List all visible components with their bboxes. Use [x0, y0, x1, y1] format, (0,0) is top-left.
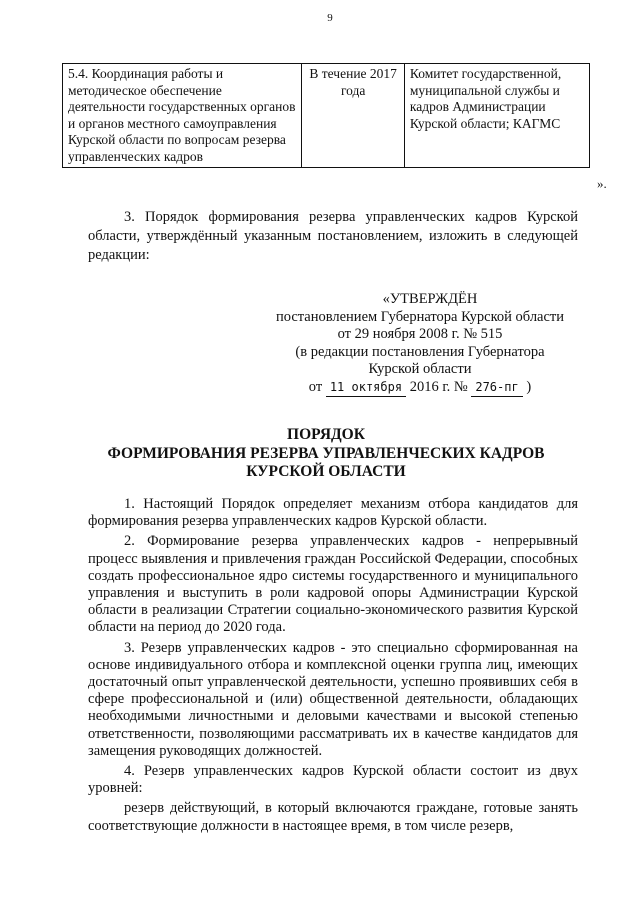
table-cell-deadline: В течение 2017 года: [302, 64, 404, 168]
number-field: 276-пг: [471, 379, 522, 398]
title-line-1: ПОРЯДОК: [287, 426, 365, 443]
date-prefix: от: [308, 378, 323, 395]
date-field: 11 октября: [326, 379, 406, 398]
document-body: [88, 496, 578, 838]
document-title: [62, 426, 590, 482]
table-cell-item: 5.4. Координация работы и методическое обеспечение деятельности государственных органов и органов местного самоуправления Курской области по вопросам резерва управленческих кадров: [63, 64, 302, 168]
title-line-2: ФОРМИРОВАНИЯ РЕЗЕРВА УПРАВЛЕНЧЕСКИХ КАДРОВ: [107, 444, 545, 462]
approval-line-approved: «УТВЕРЖДЁН: [382, 291, 478, 307]
table-closing-quote: ».: [597, 176, 607, 191]
closing-paren: ): [526, 378, 532, 395]
title-line-3: КУРСКОЙ ОБЛАСТИ: [246, 463, 406, 480]
plan-table: [62, 63, 590, 168]
approval-line-region: Курской области: [368, 361, 472, 377]
amendment-paragraph: 3. Порядок формирования резерва управленческих кадров Курской области, утверждённый указанным постановлением, изложить в следующей редакции:: [88, 209, 578, 263]
paragraph-4: 4. Резерв управленческих кадров Курской области состоит из двух уровней:: [88, 763, 578, 797]
paragraph-1: 1. Настоящий Порядок определяет механизм отбора кандидатов для формирования резерва управленческих кадров Курской области.: [88, 496, 578, 530]
paragraph-5: резерв действующий, в который включаются граждане, готовые занять соответствующие должности в настоящее время, в том числе резерв,: [88, 800, 578, 834]
table-cell-responsible: Комитет государственной, муниципальной службы и кадров Администрации Курской области; КАГМС: [404, 64, 589, 168]
paragraph-2: 2. Формирование резерва управленческих кадров - непрерывный процесс выявления и привлечения граждан Российской Федерации, способных создать профессиональное ядро системы государственного и муниципального управления и выступить в роли кадровой опоры Администрации Курской области в реализации Стратегии социально-экономического развития Курской области на период до 2020 года.: [88, 533, 578, 636]
approval-line-edition: (в редакции постановления Губернатора: [295, 343, 545, 360]
page-number: 9: [327, 12, 333, 24]
table-row: [63, 64, 590, 168]
approval-line-decree-date: от 29 ноября 2008 г. № 515: [337, 326, 503, 342]
approval-line-decree: постановлением Губернатора Курской области: [275, 308, 565, 325]
approval-line-new-date: [260, 379, 580, 398]
approval-stamp: [260, 291, 580, 397]
paragraph-3: 3. Резерв управленческих кадров - это специально сформированная на основе индивидуального отбора и комплексной оценки группа лиц, имеющих достаточный опыт управленческой деятельности, успешно проявивших себя в сфере профессиональной и (или) общественной деятельности, обладающих необходимыми личностными и деловыми качествами и высокой степенью ответственности, позволяющими рассматривать их в качестве кандидатов для замещения руководящих должностей.: [88, 639, 578, 759]
year-text: 2016 г. №: [409, 378, 468, 395]
